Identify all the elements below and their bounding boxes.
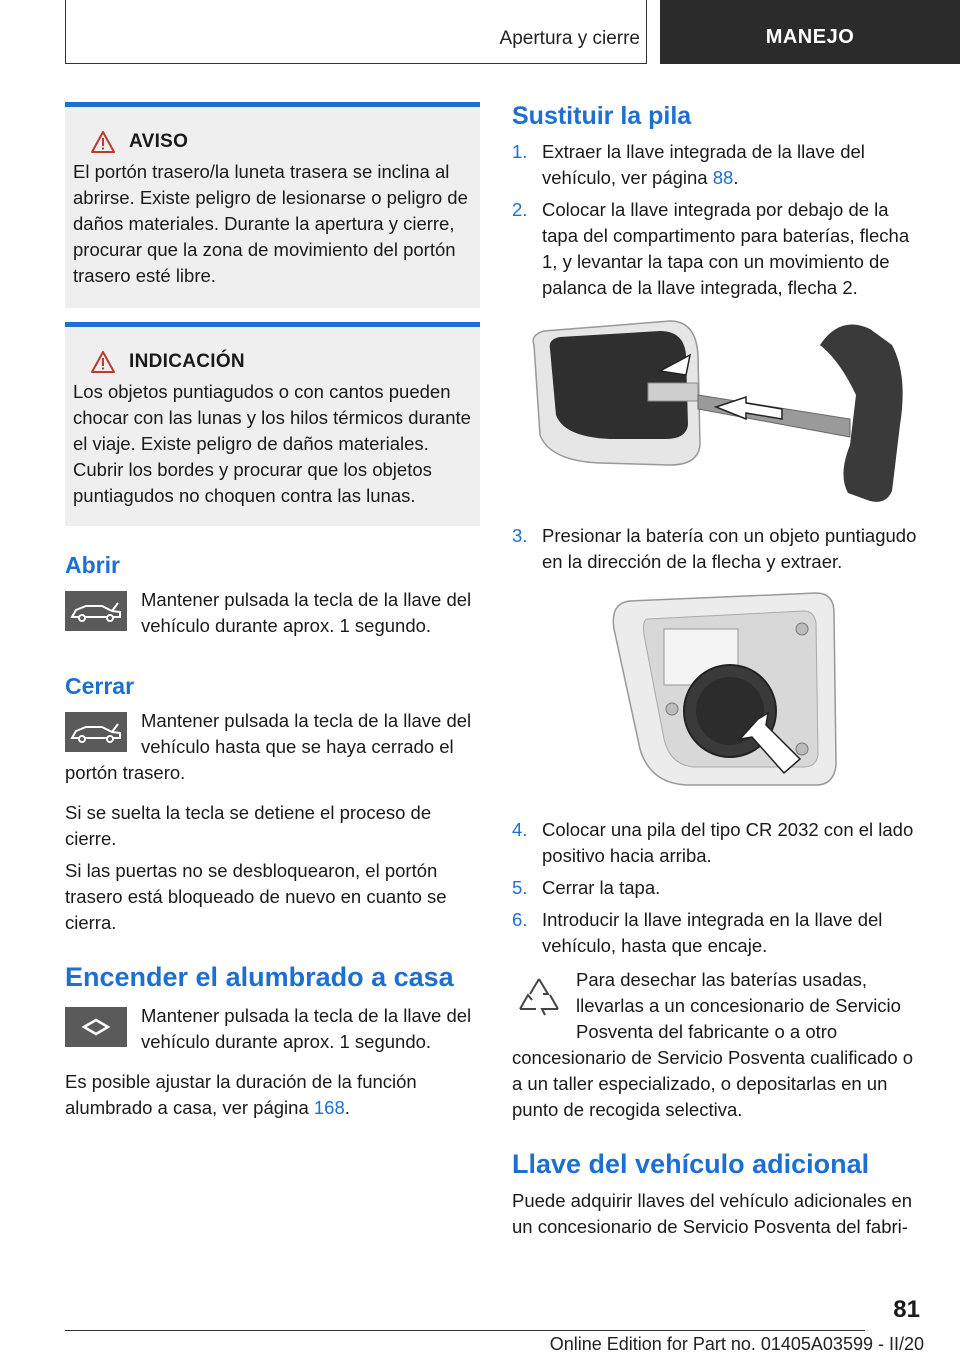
step-text: Presionar la batería con un objeto puntiagudo en la dirección de la flecha y extraer.	[542, 525, 917, 572]
steps-list-c	[512, 817, 927, 959]
adicional-text: Puede adquirir llaves del vehículo adicionales en un concesionario de Servicio Posventa del fabri-	[512, 1190, 913, 1237]
alumbrado-heading: Encender el alumbrado a casa	[65, 962, 454, 992]
cerrar-text: Mantener pulsada la tecla de la llave del vehículo hasta que se haya cerrado el portón trasero.	[65, 710, 472, 783]
footer-divider	[65, 1330, 865, 1331]
key-blade-illustration	[512, 315, 927, 511]
abrir-text: Mantener pulsada la tecla de la llave del vehículo durante aprox. 1 segundo.	[141, 589, 472, 636]
aviso-title: AVISO	[129, 131, 189, 152]
battery-compartment-illustration	[512, 589, 927, 795]
page-168-link[interactable]: 168	[313, 1097, 345, 1118]
sustituir-heading: Sustituir la pila	[512, 102, 692, 130]
cerrar-heading: Cerrar	[65, 673, 135, 699]
aviso-body: El portón trasero/la luneta trasera se inclina al abrirse. Existe peligro de lesionarse o peligro de daños materiales. Durante la apertura y cierre, procurar que la zona de movimiento del portón trasero esté libre.	[73, 161, 468, 286]
cerrar-para1: Si se suelta la tecla se detiene el proceso de cierre.	[65, 802, 432, 849]
header-chapter-tab: MANEJO	[660, 0, 960, 64]
step-number: 4.	[512, 819, 528, 840]
step-number: 6.	[512, 909, 528, 930]
step-number: 5.	[512, 877, 528, 898]
period: .	[344, 1097, 350, 1118]
recycle-text: Para desechar las baterías usadas, llevarlas a un concesionario de Servicio Posventa del fabricante o a otro concesionario de Servicio Posventa cualificado o a un taller especializado, o depositarlas en un punto de recogida selectiva.	[512, 969, 914, 1120]
step-text: Extraer la llave integrada de la llave del vehículo, ver página 88.	[542, 141, 865, 188]
step-text: Cerrar la tapa.	[542, 877, 661, 898]
trunk-key-icon	[65, 712, 127, 752]
left-column	[65, 102, 480, 1121]
adicional-heading: Llave del vehículo adicional	[512, 1149, 870, 1179]
indicacion-body: Los objetos puntiagudos o con cantos pueden chocar con las lunas y los hilos térmicos durante el viaje. Existe peligro de daños materiales. Cubrir los bordes y procurar que los objetos puntiagudos no choquen contra las lunas.	[73, 381, 471, 506]
recycle-note	[512, 967, 927, 1123]
cerrar-para2: Si las puertas no se desbloquearon, el portón trasero está bloqueado de nuevo en cuanto se cierra.	[65, 860, 447, 933]
abrir-heading: Abrir	[65, 552, 120, 578]
alumbrado-text: Mantener pulsada la tecla de la llave del vehículo durante aprox. 1 segundo.	[141, 1005, 472, 1052]
steps-list-a	[512, 139, 927, 301]
step-item	[512, 197, 927, 301]
step-number: 1.	[512, 141, 528, 162]
right-column	[512, 102, 927, 1240]
alumbrado-para	[65, 1069, 480, 1121]
step-number: 3.	[512, 525, 528, 546]
page-88-link[interactable]: 88	[712, 167, 734, 188]
step-text: Introducir la llave integrada en la llave del vehículo, hasta que encaje.	[542, 909, 883, 956]
step-text: Colocar una pila del tipo CR 2032 con el lado positivo hacia arriba.	[542, 819, 914, 866]
step-text: Colocar la llave integrada por debajo de la tapa del compartimento para baterías, flecha 1, y levantar la tapa con un movimiento de palanca de la llave integrada, flecha 2.	[542, 199, 910, 298]
step-number: 2.	[512, 199, 528, 220]
header-section-title: Apertura y cierre	[499, 28, 640, 49]
steps-list-b	[512, 523, 927, 575]
indicacion-notice	[65, 322, 480, 526]
step-item	[512, 817, 927, 869]
trunk-key-icon	[65, 591, 127, 631]
alumbrado-para-text: Es posible ajustar la duración de la función alumbrado a casa, ver página	[65, 1071, 417, 1118]
headlight-key-icon	[65, 1007, 127, 1047]
step-item	[512, 907, 927, 959]
warning-triangle-icon	[91, 131, 115, 153]
recycle-icon	[512, 973, 566, 1027]
step-item	[512, 875, 927, 901]
page-number: 81	[893, 1296, 920, 1323]
aviso-notice	[65, 102, 480, 308]
indicacion-title: INDICACIÓN	[129, 351, 245, 372]
step-item	[512, 139, 927, 191]
step-item	[512, 523, 927, 575]
warning-triangle-icon	[91, 351, 115, 373]
footer-edition: Online Edition for Part no. 01405A03599 - II/20	[549, 1334, 924, 1354]
